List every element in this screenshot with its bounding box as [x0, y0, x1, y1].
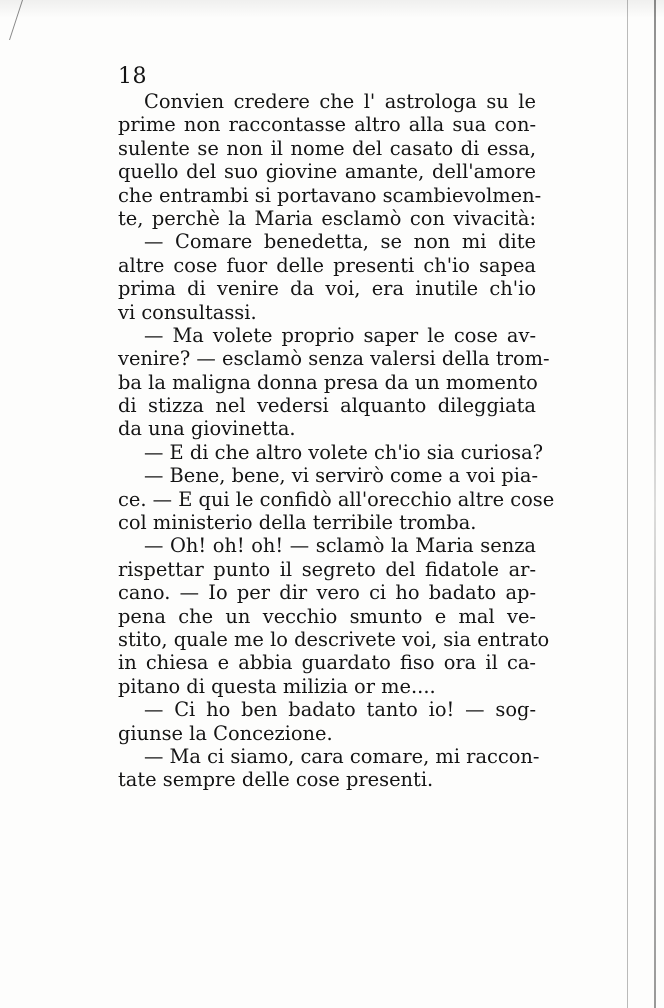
text-line: — Bene, bene, vi servirò come a voi pia-: [144, 464, 539, 488]
text-line: prime non raccontasse altro alla sua con-: [118, 113, 536, 137]
page-corner-fold: [0, 0, 23, 40]
text-line: stito, quale me lo descrivete voi, sia entrato: [118, 627, 550, 651]
text-line: pena che un vecchio smunto e mal ve-: [118, 604, 536, 628]
text-line: pitano di questa milizia or me....: [118, 674, 436, 698]
text-line: vi consultassi.: [118, 300, 257, 324]
text-line: rispettar punto il segreto del fidatole ar-: [118, 557, 536, 581]
page-number: 18: [118, 64, 147, 89]
text-line: giunse la Concezione.: [118, 721, 333, 745]
text-line: — E di che altro volete ch'io sia curiosa?: [144, 440, 544, 464]
page-edge-line: [654, 0, 656, 1008]
text-line: altre cose fuor delle presenti ch'io sapea: [118, 253, 536, 277]
body-text: [118, 90, 555, 792]
text-line: ba la maligna donna presa da un momento: [118, 370, 538, 394]
text-line: ce. — E qui le confidò all'orecchio altre cose: [118, 487, 555, 511]
text-line: sulente se non il nome del casato di essa,: [118, 136, 536, 160]
text-line: quello del suo giovine amante, dell'amore: [118, 160, 536, 184]
text-line: cano. — Io per dir vero ci ho badato ap-: [118, 581, 536, 605]
text-line: — Ci ho ben badato tanto io! — sog-: [144, 698, 536, 722]
text-line: che entrambi si portavano scambievolmen-: [118, 183, 542, 207]
text-line: col ministerio della terribile tromba.: [118, 511, 477, 535]
text-line: — Oh! oh! oh! — sclamò la Maria senza: [144, 534, 536, 558]
text-line: venire? — esclamò senza valersi della trom-: [118, 347, 550, 371]
text-line: da una giovinetta.: [118, 417, 296, 441]
text-line: te, perchè la Maria esclamò con vivacità:: [118, 206, 536, 230]
text-line: in chiesa e abbia guardato fiso ora il ca-: [118, 651, 536, 675]
text-line: prima di venire da voi, era inutile ch'io: [118, 277, 536, 301]
text-line: — Ma ci siamo, cara comare, mi raccon-: [144, 744, 540, 768]
text-line: Convien credere che l' astrologa su le: [144, 90, 536, 113]
text-line: tate sempre delle cose presenti.: [118, 768, 434, 792]
text-line: — Ma volete proprio saper le cose av-: [144, 323, 536, 347]
text-line: — Comare benedetta, se non mi dite: [144, 230, 536, 254]
page-gutter-line: [627, 0, 628, 1008]
scan-edge-shadow: [0, 0, 664, 18]
text-line: di stizza nel vedersi alquanto dileggiata: [118, 394, 536, 418]
